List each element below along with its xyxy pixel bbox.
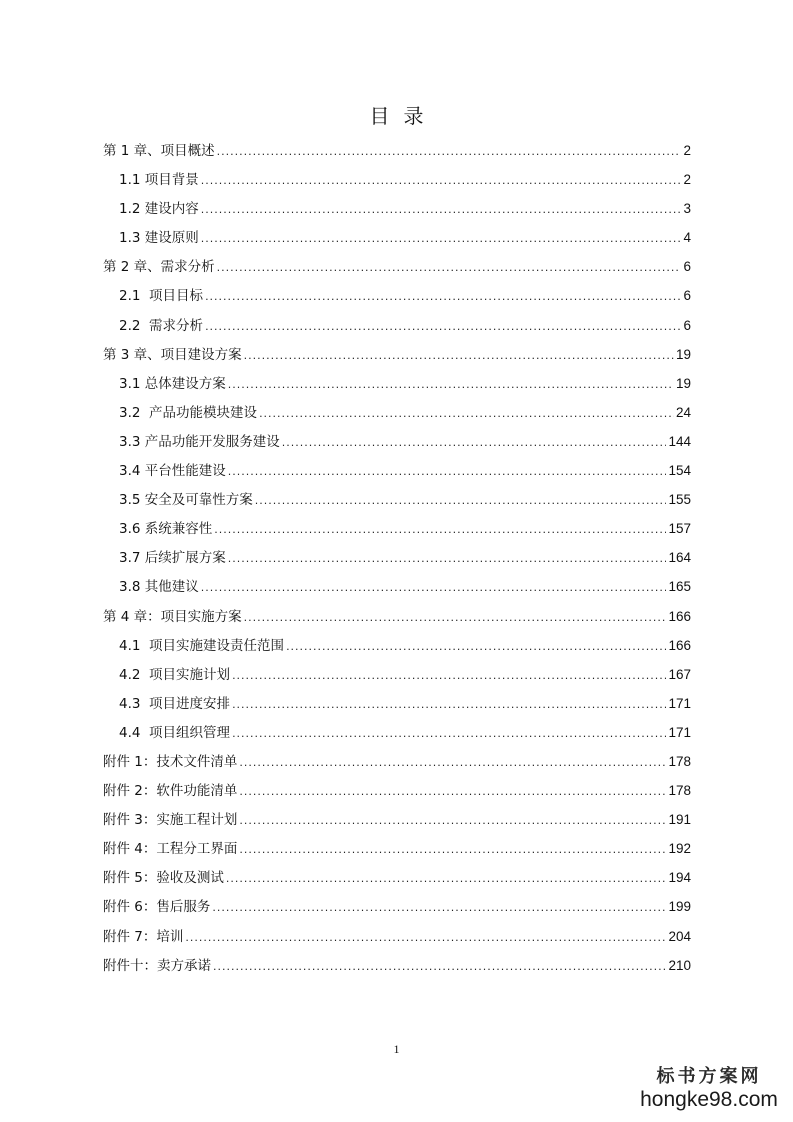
toc-entry-label: 4.3 项目进度安排 [119, 695, 231, 712]
toc-dot-leader [226, 864, 667, 893]
toc-dot-leader [232, 661, 666, 690]
toc-entry-label: 3.3 产品功能开发服务建设 [119, 433, 280, 450]
toc-dot-leader [201, 195, 682, 224]
toc-entry-label: 附件 2：软件功能清单 [103, 783, 238, 800]
toc-entry-page: 171 [668, 695, 691, 711]
toc-entry[interactable] [103, 514, 691, 543]
toc-entry[interactable] [103, 456, 691, 485]
toc-entry-page: 166 [668, 608, 691, 624]
toc-entry-page: 155 [668, 492, 691, 508]
toc-dot-leader [214, 515, 666, 544]
toc-entry-page: 171 [668, 724, 691, 740]
toc-entry-label: 附件 5：验收及测试 [103, 870, 224, 887]
toc-dot-leader [239, 748, 666, 777]
toc-entry[interactable] [103, 136, 691, 165]
toc-dot-leader [228, 370, 674, 399]
toc-entry[interactable] [103, 252, 691, 281]
toc-entry-label: 第 3 章、项目建设方案 [103, 346, 242, 363]
toc-entry[interactable] [103, 863, 691, 892]
toc-entry-label: 3.1 总体建设方案 [119, 375, 226, 392]
toc-entry[interactable] [103, 281, 691, 310]
watermark-url: hongke98.com [640, 1088, 778, 1111]
toc-entry-label: 4.1 项目实施建设责任范围 [119, 637, 285, 654]
toc-entry-label: 3.2 产品功能模块建设 [119, 404, 258, 421]
toc-entry-page: 2 [683, 143, 691, 158]
toc-entry-page: 204 [668, 928, 691, 944]
toc-entry-page: 178 [668, 783, 691, 799]
toc-entry-page: 167 [668, 666, 691, 682]
toc-dot-leader [228, 544, 667, 573]
toc-entry-page: 199 [668, 899, 691, 915]
toc-entry-page: 24 [675, 404, 691, 420]
toc-dot-leader [217, 253, 682, 282]
toc-entry-label: 3.8 其他建议 [119, 579, 199, 596]
toc-dot-leader [244, 341, 674, 370]
toc-dot-leader [213, 952, 666, 981]
toc-entry-label: 3.7 后续扩展方案 [119, 550, 226, 567]
toc-entry[interactable] [103, 485, 691, 514]
toc-entry[interactable] [103, 718, 691, 747]
toc-entry-label: 1.3 建设原则 [119, 230, 199, 247]
toc-dot-leader [212, 893, 666, 922]
toc-dot-leader [286, 632, 666, 661]
toc-entry-label: 附件 1：技术文件清单 [103, 753, 238, 770]
toc-dot-leader [239, 777, 666, 806]
toc-entry-label: 附件十：卖方承诺 [103, 957, 211, 974]
toc-entry-page: 157 [668, 521, 691, 537]
toc-entry-page: 2 [683, 172, 691, 188]
toc-dot-leader [282, 428, 667, 457]
toc-entry-page: 3 [683, 201, 691, 217]
page-title: 目录 [369, 104, 438, 128]
toc-dot-leader [185, 923, 666, 952]
toc-entry-page: 154 [668, 463, 691, 479]
toc-dot-leader [201, 573, 667, 602]
watermark-logo [639, 1066, 779, 1112]
toc-entry-label: 4.4 项目组织管理 [119, 724, 231, 741]
toc-entry[interactable] [103, 398, 691, 427]
toc-entry-page: 166 [668, 637, 691, 653]
toc-dot-leader [239, 835, 666, 864]
toc-entry-label: 3.4 平台性能建设 [119, 463, 226, 480]
toc-entry-page: 178 [668, 753, 691, 769]
toc-entry-page: 6 [683, 259, 691, 275]
toc-dot-leader [255, 486, 667, 515]
toc-entry[interactable] [103, 805, 691, 834]
toc-entry[interactable] [103, 951, 691, 980]
toc-entry-page: 191 [668, 812, 691, 828]
toc-dot-leader [201, 224, 682, 253]
toc-entry[interactable] [103, 834, 691, 863]
toc-entry[interactable] [103, 747, 691, 776]
toc-entry-label: 3.6 系统兼容性 [119, 521, 213, 538]
toc-dot-leader [201, 166, 682, 195]
toc-entry[interactable] [103, 922, 691, 951]
toc-entry-page: 19 [675, 346, 691, 362]
toc-entry[interactable] [103, 689, 691, 718]
toc-entry[interactable] [103, 340, 691, 369]
toc-dot-leader [228, 457, 667, 486]
toc-entry-label: 附件 6：售后服务 [103, 899, 211, 916]
toc-entry-page: 194 [668, 870, 691, 886]
toc-entry-page: 210 [668, 957, 691, 973]
toc-entry-page: 19 [675, 375, 691, 391]
toc-entry[interactable] [103, 427, 691, 456]
toc-entry-page: 144 [668, 433, 691, 449]
toc-dot-leader [232, 719, 666, 748]
toc-entry-page: 165 [668, 579, 691, 595]
toc-entry[interactable] [103, 543, 691, 572]
toc-entry-label: 1.2 建设内容 [119, 201, 199, 218]
toc-entry[interactable] [103, 223, 691, 252]
watermark-text: 标书方案网 [656, 1066, 762, 1087]
toc-dot-leader [259, 399, 674, 428]
toc-entry-label: 附件 3：实施工程计划 [103, 812, 238, 829]
toc-entry[interactable] [103, 165, 691, 194]
toc-entry-label: 1.1 项目背景 [119, 172, 199, 189]
toc-entry-label: 2.1 项目目标 [119, 288, 204, 305]
page-number: 1 [393, 1042, 400, 1056]
toc-dot-leader [217, 137, 682, 166]
toc-entry-label: 附件 7：培训 [103, 928, 184, 945]
toc-entry[interactable] [103, 602, 691, 631]
toc-entry-label: 第 2 章、需求分析 [103, 259, 215, 276]
toc-entry-page: 4 [683, 230, 691, 246]
toc-entry-label: 4.2 项目实施计划 [119, 666, 231, 683]
toc-entry-label: 第 1 章、项目概述 [103, 143, 215, 159]
toc-dot-leader [239, 806, 666, 835]
toc-dot-leader [205, 282, 681, 311]
toc-entry[interactable] [103, 892, 691, 921]
toc-dot-leader [232, 690, 666, 719]
toc-entry[interactable] [103, 776, 691, 805]
toc-entry[interactable] [103, 194, 691, 223]
toc-entry-label: 2.2 需求分析 [119, 317, 204, 334]
toc-dot-leader [205, 312, 681, 341]
toc-entry[interactable] [103, 631, 691, 660]
toc-entry-page: 192 [668, 841, 691, 857]
toc-entry[interactable] [103, 572, 691, 601]
toc-entry-label: 3.5 安全及可靠性方案 [119, 492, 253, 509]
toc-entry-label: 第 4 章：项目实施方案 [103, 608, 242, 625]
toc-entry[interactable] [103, 369, 691, 398]
toc-entry-page: 6 [683, 288, 691, 304]
toc-entry-page: 6 [683, 317, 691, 333]
toc-entry-page: 164 [668, 550, 691, 566]
toc-entry[interactable] [103, 660, 691, 689]
toc-dot-leader [244, 603, 667, 632]
toc-entry[interactable] [103, 311, 691, 340]
table-of-contents [103, 136, 691, 980]
toc-entry-label: 附件 4：工程分工界面 [103, 841, 238, 858]
